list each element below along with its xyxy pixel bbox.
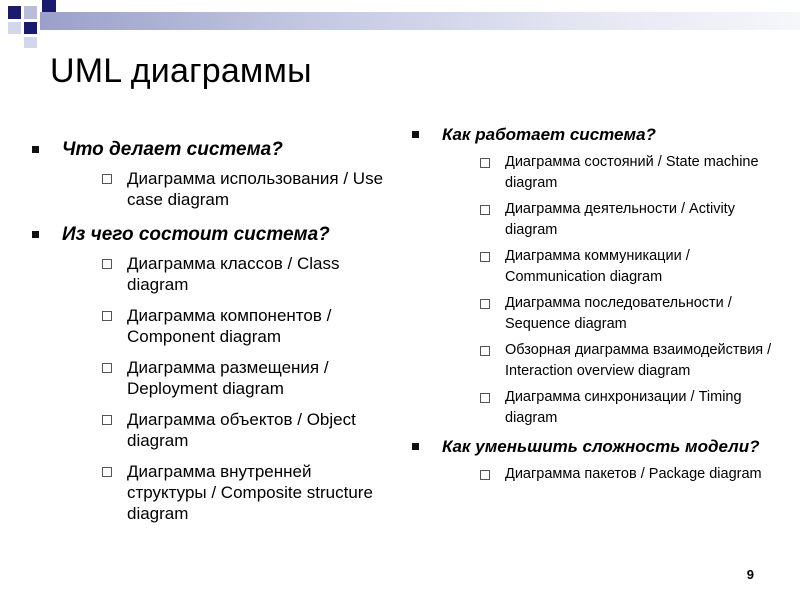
sub-item <box>442 340 790 382</box>
sub-item <box>442 152 790 194</box>
hollow-square-bullet-icon <box>480 205 490 215</box>
page-number: 9 <box>746 567 754 582</box>
sub-item <box>442 293 790 335</box>
sub-item <box>62 409 395 451</box>
sub-item <box>62 253 395 295</box>
slide-title: UML диаграммы <box>50 52 312 90</box>
sub-list <box>62 253 395 524</box>
bullet-heading: Что делает система? <box>62 139 283 160</box>
sub-item <box>62 357 395 399</box>
hollow-square-bullet-icon <box>480 346 490 356</box>
sub-item-text: Диаграмма деятельности / Activity diagram <box>505 201 735 238</box>
sub-list <box>62 168 395 210</box>
square-bullet-icon <box>412 443 419 450</box>
bullet-heading: Как работает система? <box>442 125 656 144</box>
hollow-square-bullet-icon <box>102 467 112 477</box>
bullet-item <box>30 223 395 524</box>
bullet-heading: Как уменьшить сложность модели? <box>442 437 760 456</box>
sub-item-text: Диаграмма пакетов / Package diagram <box>505 466 762 482</box>
sub-list <box>442 152 790 429</box>
hollow-square-bullet-icon <box>102 363 112 373</box>
sub-item <box>62 305 395 347</box>
left-column <box>30 138 395 524</box>
sub-item-text: Диаграмма размещения / Deployment diagram <box>127 358 329 398</box>
deco-square <box>42 0 56 12</box>
sub-item <box>442 246 790 288</box>
right-column <box>410 123 790 485</box>
sub-item-text: Диаграмма коммуникации / Communication diagram <box>505 248 690 285</box>
sub-item-text: Обзорная диаграмма взаимодействия / Interaction overview diagram <box>505 342 772 379</box>
hollow-square-bullet-icon <box>102 415 112 425</box>
sub-item-text: Диаграмма последовательности / Sequence diagram <box>505 295 732 332</box>
bullet-item <box>410 123 790 429</box>
bullet-item <box>410 435 790 485</box>
sub-item-text: Диаграмма объектов / Object diagram <box>127 410 356 450</box>
hollow-square-bullet-icon <box>480 252 490 262</box>
deco-square <box>24 22 37 34</box>
sub-item-text: Диаграмма состояний / State machine diagram <box>505 154 759 191</box>
deco-square <box>24 37 37 48</box>
hollow-square-bullet-icon <box>480 158 490 168</box>
header-bar <box>40 12 800 30</box>
hollow-square-bullet-icon <box>102 174 112 184</box>
deco-square <box>8 22 21 34</box>
sub-item <box>62 461 395 524</box>
hollow-square-bullet-icon <box>480 470 490 480</box>
square-bullet-icon <box>412 131 419 138</box>
sub-list <box>442 464 790 485</box>
bullet-heading: Из чего состоит система? <box>62 224 330 245</box>
hollow-square-bullet-icon <box>480 299 490 309</box>
deco-square <box>8 6 21 19</box>
sub-item-text: Диаграмма классов / Class diagram <box>127 254 340 294</box>
hollow-square-bullet-icon <box>102 259 112 269</box>
sub-item-text: Диаграмма синхронизации / Timing diagram <box>505 389 742 426</box>
sub-item <box>442 387 790 429</box>
square-bullet-icon <box>32 146 39 153</box>
deco-square <box>24 6 37 19</box>
square-bullet-icon <box>32 231 39 238</box>
sub-item <box>442 464 790 485</box>
hollow-square-bullet-icon <box>480 393 490 403</box>
sub-item-text: Диаграмма внутренней структуры / Composite structure diagram <box>127 462 373 523</box>
sub-item-text: Диаграмма компонентов / Component diagram <box>127 306 332 346</box>
bullet-item <box>30 138 395 210</box>
sub-item <box>442 199 790 241</box>
sub-item <box>62 168 395 210</box>
sub-item-text: Диаграмма использования / Use case diagram <box>127 169 384 209</box>
hollow-square-bullet-icon <box>102 311 112 321</box>
